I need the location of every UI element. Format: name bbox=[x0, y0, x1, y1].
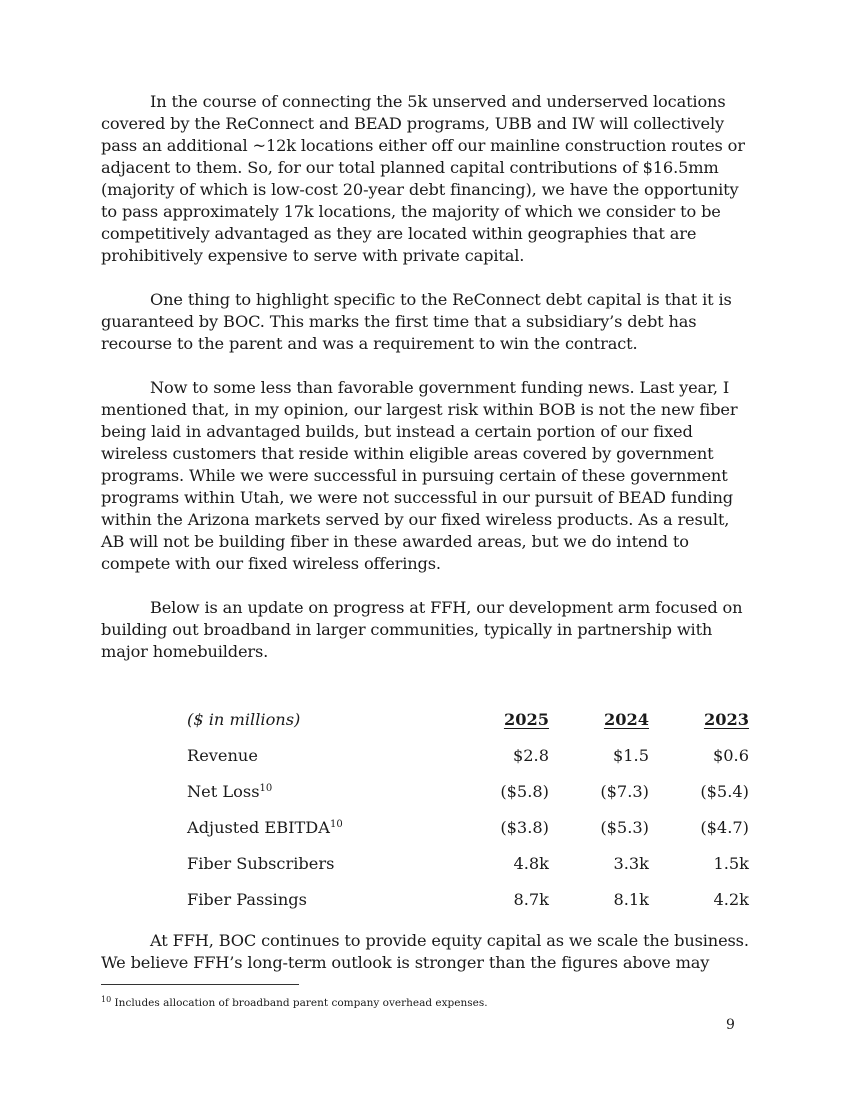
paragraph-reconnect-guarantee: One thing to highlight specific to the ReConnect debt capital is that it is guaranteed by BOC. This marks the first time that a subsidiary’s debt has recourse to the parent and was a requirement to win the contract. bbox=[101, 290, 732, 353]
ffh-financial-table bbox=[187, 701, 749, 917]
table-row-fiber-subscribers bbox=[187, 845, 749, 881]
table-cell: 1.5k bbox=[713, 853, 749, 873]
table-cell: $1.5 bbox=[612, 745, 649, 765]
paragraph-ffh-intro: Below is an update on progress at FFH, our development arm focused on building out broadband in larger communities, typically in partnership with major homebuilders. bbox=[101, 598, 743, 661]
table-row-net-loss bbox=[187, 773, 749, 809]
table-cell: $2.8 bbox=[512, 745, 549, 765]
year-header: 2024 bbox=[603, 709, 649, 729]
footnote-marker: 10 bbox=[259, 782, 273, 794]
table-cell: 4.2k bbox=[713, 889, 749, 909]
table-cell: ($5.8) bbox=[500, 781, 549, 801]
table-row-revenue bbox=[187, 737, 749, 773]
paragraph-funding-news: Now to some less than favorable government funding news. Last year, I mentioned that, in my opinion, our largest risk within BOB is not the new fiber being laid in advantaged builds, but instead a certain portion of our fixed wireless customers that reside within eligible areas covered by government programs. While we were successful in pursuing certain of these government programs within Utah, we were not successful in our pursuit of BEAD funding within the Arizona markets served by our fixed wireless products. As a result, AB will not be building fiber in these awarded areas, but we do intend to compete with our fixed wireless offerings. bbox=[101, 378, 738, 573]
table-cell: ($3.8) bbox=[500, 817, 549, 837]
row-label: Fiber Passings bbox=[187, 889, 307, 909]
table-row-adjusted-ebitda bbox=[187, 809, 749, 845]
table-cell: 3.3k bbox=[613, 853, 649, 873]
row-label: Revenue bbox=[187, 745, 258, 765]
table-cell: 4.8k bbox=[513, 853, 549, 873]
table-row-fiber-passings bbox=[187, 881, 749, 917]
table-cell: ($5.4) bbox=[700, 781, 749, 801]
row-label: Fiber Subscribers bbox=[187, 853, 335, 873]
footnote-number: 10 bbox=[101, 995, 112, 1004]
table-header-row bbox=[187, 701, 749, 737]
table-cell: ($5.3) bbox=[600, 817, 649, 837]
footnote-marker: 10 bbox=[329, 818, 343, 830]
table-cell: 8.7k bbox=[513, 889, 549, 909]
footnote-text: Includes allocation of broadband parent company overhead expenses. bbox=[114, 997, 488, 1009]
table-cell: 8.1k bbox=[613, 889, 649, 909]
footnote-divider bbox=[101, 984, 299, 985]
table-cell: $0.6 bbox=[712, 745, 749, 765]
year-header: 2025 bbox=[503, 709, 549, 729]
year-header: 2023 bbox=[703, 709, 749, 729]
row-label: Adjusted EBITDA$^{10}$ bbox=[187, 817, 343, 837]
paragraph-ffh-outlook: At FFH, BOC continues to provide equity capital as we scale the business. We believe FFH’s long-term outlook is stronger than the figures above may bbox=[101, 931, 749, 972]
row-label: Net Loss$^{10}$ bbox=[187, 781, 273, 801]
table-cell: ($7.3) bbox=[600, 781, 649, 801]
table-cell: ($4.7) bbox=[700, 817, 749, 837]
paragraph-reconnect-bead: In the course of connecting the 5k unserved and underserved locations covered by the ReConnect and BEAD programs, UBB and IW will collectively pass an additional ~12k locations either off our mainline construction routes or adjacent to them. So, for our total planned capital contributions of $16.5mm (majority of which is low-cost 20-year debt financing), we have the opportunity to pass approximately 17k locations, the majority of which we consider to be competitively advantaged as they are located within geographies that are prohibitively expensive to serve with private capital. bbox=[101, 92, 745, 265]
footnote bbox=[101, 995, 488, 1009]
units-label: ($ in millions) bbox=[187, 709, 301, 729]
page-number: 9 bbox=[726, 1017, 735, 1033]
